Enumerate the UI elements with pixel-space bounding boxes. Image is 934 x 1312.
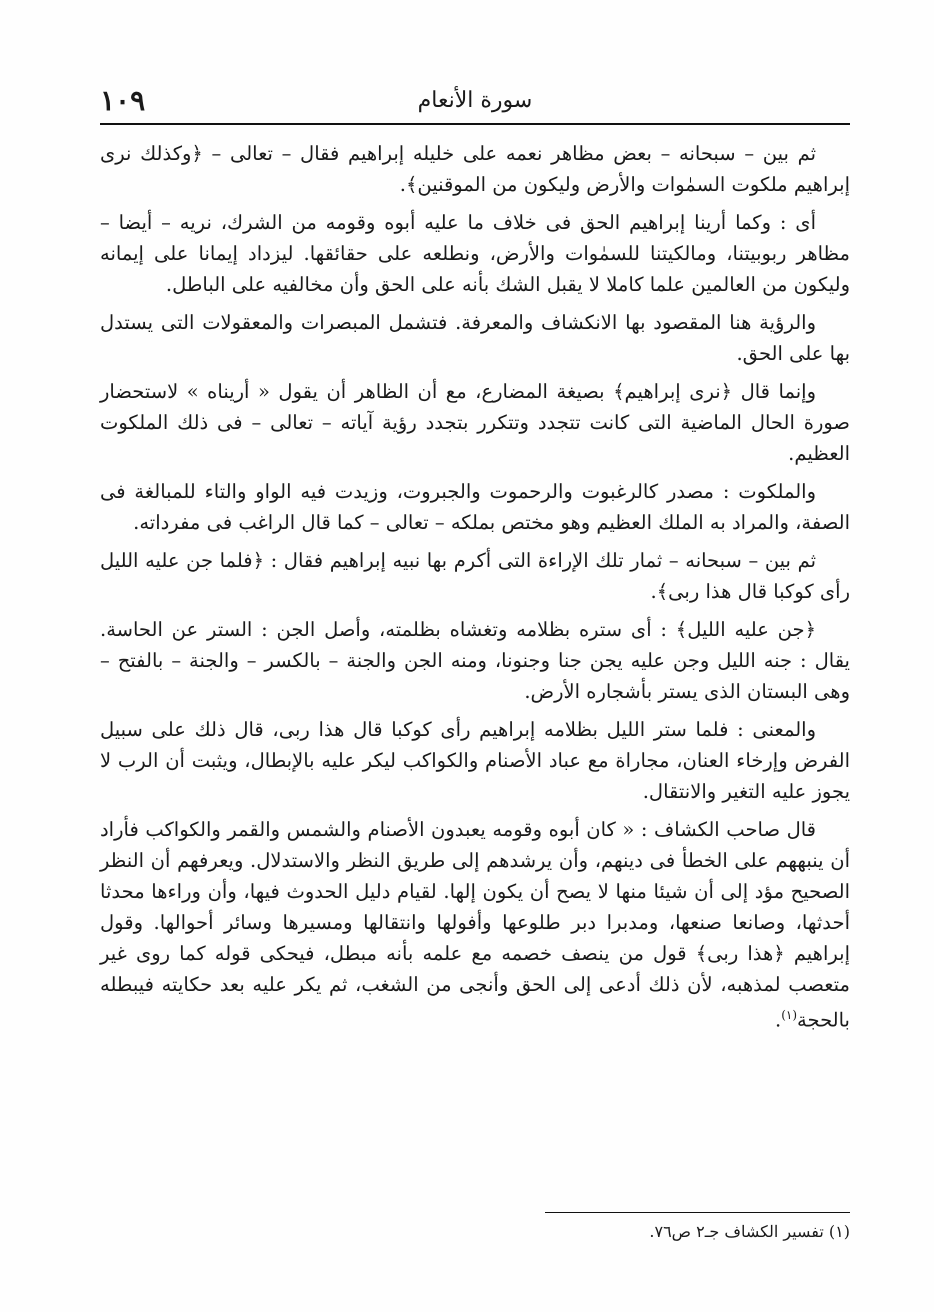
paragraph-1: ثم بين – سبحانه – بعض مظاهر نعمه على خليله إبراهيم فقال – تعالى – ﴿وكذلك نرى إبراهيم ملكوت السمٰوات والأرض وليكون من الموقنين﴾. [100, 142, 850, 196]
page-number: ١٠٩ [100, 84, 146, 117]
page-title: سورة الأنعام [417, 88, 533, 113]
footnote-reference[interactable]: (١) [781, 1008, 798, 1022]
paragraph-9 [100, 814, 850, 1036]
footnote-divider [545, 1212, 850, 1213]
paragraph-7: ﴿جن عليه الليل﴾ : أى ستره بظلامه وتغشاه بظلمته، وأصل الجن : الستر عن الحاسة. يقال : جنه الليل وجن عليه يجن جنا وجنونا، ومنه الجن والجنة – بالكسر – والجنة – بالفتح – وهى البستان الذى يستر بأشجاره الأرض. [100, 618, 850, 703]
main-text [100, 138, 850, 1043]
page-header [100, 78, 850, 124]
footnote: (١) تفسير الكشاف جـ٢ ص٧٦. [649, 1222, 850, 1241]
paragraph-9-end: . [775, 1008, 782, 1032]
paragraph-5: والملكوت : مصدر كالرغبوت والرحموت والجبروت، وزيدت فيه الواو والتاء للمبالغة فى الصفة، والمراد به الملك العظيم وهو مختص بملكه – تعالى – كما قال الراغب فى مفرداته. [100, 480, 850, 534]
header-divider [100, 123, 850, 125]
paragraph-9-text: قال صاحب الكشاف : « كان أبوه وقومه يعبدون الأصنام والشمس والقمر والكواكب فأراد أن ينبههم على الخطأ فى دينهم، وأن يرشدهم إلى طريق النظر والاستدلال. ويعرفهم أن النظر الصحيح مؤد إلى أن شيئا منها لا يصح أن يكون إلها. لقيام دليل الحدوث فيها، وأن وراءها محدثا أحدثها، وصانعا صنعها، ومدبرا دبر طلوعها وأفولها وانتقالها ومسيرها وسائر أحوالها. وقول إبراهيم ﴿هذا ربى﴾ قول من ينصف خصمه مع علمه بأنه مبطل، فيحكى قوله كما روى غير متعصب لمذهبه، لأن ذلك أدعى إلى الحق وأنجى من الشغب، ثم يكر عليه بعد حكايته فيبطله بالحجة [100, 818, 850, 1032]
paragraph-3: والرؤية هنا المقصود بها الانكشاف والمعرفة. فتشمل المبصرات والمعقولات التى يستدل بها على الحق. [100, 311, 850, 365]
paragraph-4: وإنما قال ﴿نرى إبراهيم﴾ بصيغة المضارع، مع أن الظاهر أن يقول « أريناه » لاستحضار صورة الحال الماضية التى كانت تتجدد وتتكرر بتجدد رؤية آياته – تعالى – فى ذلك الملكوت العظيم. [100, 380, 850, 465]
paragraph-8: والمعنى : فلما ستر الليل بظلامه إبراهيم رأى كوكبا قال هذا ربى، قال ذلك على سبيل الفرض وإرخاء العنان، مجاراة مع عباد الأصنام والكواكب ليكر عليه بالإبطال، ويثبت أن الرب لا يجوز عليه التغير والانتقال. [100, 718, 850, 803]
paragraph-2: أى : وكما أرينا إبراهيم الحق فى خلاف ما عليه أبوه وقومه من الشرك، نريه – أيضا – مظاهر ربوبيتنا، ومالكيتنا للسمٰوات والأرض، ونطلعه على حقائقها. ليزداد إيمانا على إيمانه وليكون من العالمين علما كاملا لا يقبل الشك بأنه على الحق وأن مخالفيه على الباطل. [100, 211, 850, 296]
paragraph-6: ثم بين – سبحانه – ثمار تلك الإراءة التى أكرم بها نبيه إبراهيم فقال : ﴿فلما جن عليه الليل رأى كوكبا قال هذا ربى﴾. [100, 549, 850, 603]
